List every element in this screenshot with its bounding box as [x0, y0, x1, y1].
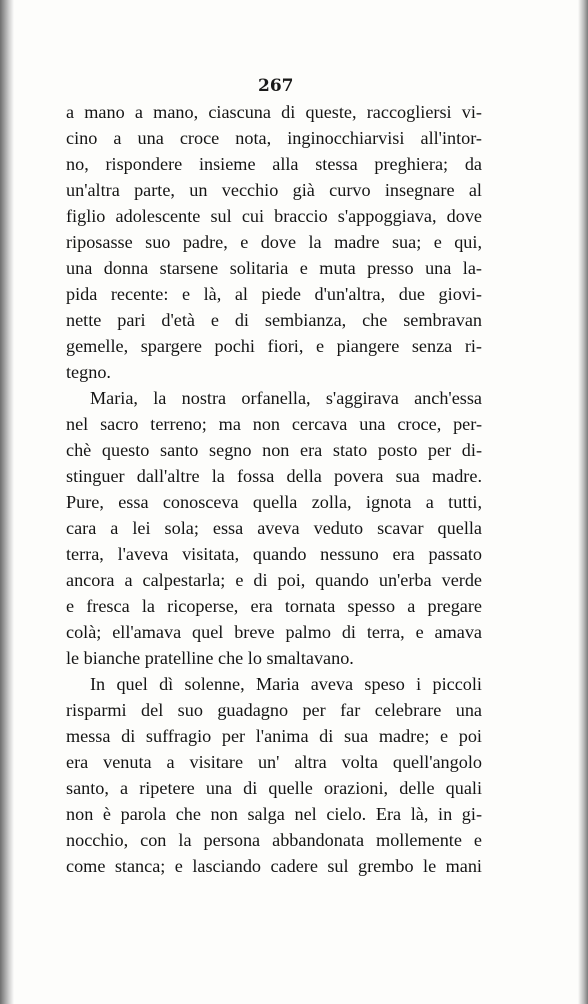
text-line: ancora a calpestarla; e di poi, quando un'erba verde: [66, 570, 482, 590]
text-line: gemelle, spargere pochi fiori, e piangere senza ri-: [66, 336, 482, 356]
text-line: come stanca; e lasciando cadere sul grembo le mani: [66, 856, 482, 876]
text-line: a mano a mano, ciascuna di queste, raccogliersi vi-: [66, 102, 482, 122]
text-line: non è parola che non salga nel cielo. Era là, in gi-: [66, 804, 482, 824]
text-line: pida recente: e là, al piede d'un'altra, due giovi-: [66, 284, 482, 304]
text-line: no, rispondere insieme alla stessa preghiera; da: [66, 154, 482, 174]
text-line: chè questo santo segno non era stato posto per di-: [66, 440, 482, 460]
page-number: 267: [258, 76, 294, 96]
text-line: terra, l'aveva visitata, quando nessuno era passato: [66, 544, 482, 564]
text-line: era venuta a visitare un' altra volta quell'angolo: [66, 752, 482, 772]
text-line: nocchio, con la persona abbandonata mollemente e: [66, 830, 482, 850]
text-line: stinguer dall'altre la fossa della povera sua madre.: [66, 466, 482, 486]
text-line: colà; ell'amava quel breve palmo di terra, e amava: [66, 622, 482, 642]
text-line: nel sacro terreno; ma non cercava una croce, per-: [66, 414, 482, 434]
text-line: riposasse suo padre, e dove la madre sua; e qui,: [66, 232, 482, 252]
text-line: risparmi del suo guadagno per far celebrare una: [66, 700, 482, 720]
text-line: una donna starsene solitaria e muta presso una la-: [66, 258, 482, 278]
text-line: cara a lei sola; essa aveva veduto scavar quella: [66, 518, 482, 538]
text-line: figlio adolescente sul cui braccio s'appoggiava, dove: [66, 206, 482, 226]
text-line: Pure, essa conosceva quella zolla, ignota a tutti,: [66, 492, 482, 512]
text-line: messa di suffragio per l'anima di sua madre; e poi: [66, 726, 482, 746]
text-line: e fresca la ricoperse, era tornata spesso a pregare: [66, 596, 482, 616]
paragraph-start-line: In quel dì solenne, Maria aveva speso i piccoli: [90, 674, 482, 694]
text-line: un'altra parte, un vecchio già curvo insegnare al: [66, 180, 482, 200]
text-line: nette pari d'età e di sembianza, che sembravan: [66, 310, 482, 330]
text-line: santo, a ripetere una di quelle orazioni, delle quali: [66, 778, 482, 798]
text-line: cino a una croce nota, inginocchiarvisi all'intor-: [66, 128, 482, 148]
page-binding-shadow: [0, 0, 14, 1004]
text-line: tegno.: [66, 362, 111, 382]
paragraph-start-line: Maria, la nostra orfanella, s'aggirava anch'essa: [90, 388, 482, 408]
text-line: le bianche pratelline che lo smaltavano.: [66, 648, 354, 668]
page-edge-shadow: [578, 0, 588, 1004]
